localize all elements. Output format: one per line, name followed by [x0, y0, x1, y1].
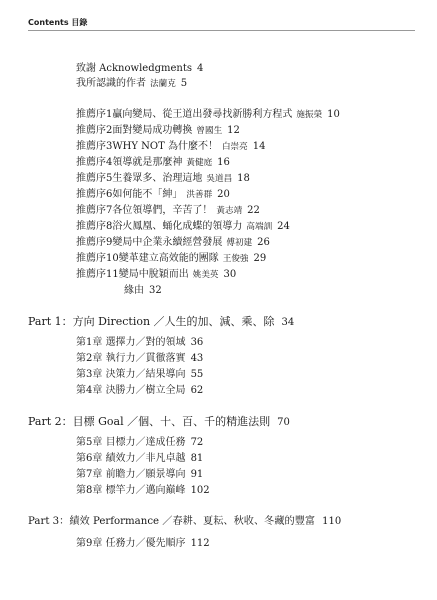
part-page: 110 — [322, 516, 342, 527]
entry-author: 黃健庭 — [186, 158, 213, 168]
entry-title: 各位領導們，辛苦了！ — [112, 205, 213, 216]
chapter-page: 55 — [190, 369, 204, 380]
chapter-label: 第3章 — [76, 369, 103, 380]
toc-entry-chapter[interactable] — [76, 369, 203, 381]
chapter-page: 43 — [190, 353, 204, 364]
entry-page: 16 — [217, 157, 230, 168]
entry-title: 生養眾多、治理這地 — [112, 173, 203, 184]
toc-entry-chapter[interactable] — [76, 453, 203, 465]
toc-entry-origin[interactable] — [124, 285, 162, 297]
entry-title: 致謝 Acknowledgments — [76, 63, 192, 74]
toc-entry-chapter[interactable] — [76, 437, 203, 449]
part-page: 70 — [277, 417, 290, 428]
entry-author: 洪善群 — [186, 190, 213, 200]
toc-entry-acknowledgments[interactable] — [76, 63, 203, 75]
chapter-title: 決勝力／樹立全局 — [105, 385, 186, 396]
entry-author: 曾國生 — [196, 126, 223, 136]
entry-page: 20 — [217, 189, 230, 200]
entry-label: 推薦序3 — [76, 141, 113, 152]
entry-title: 贏向變局、從王道出發尋找新勝利方程式 — [112, 109, 293, 120]
header-title: Contents 目錄 — [28, 18, 88, 27]
toc-entry-preface[interactable] — [76, 109, 340, 121]
entry-title: 如何能不「紳」 — [112, 189, 183, 200]
chapter-page: 72 — [190, 437, 204, 448]
toc-part-heading[interactable] — [28, 315, 294, 330]
entry-label: 推薦序5 — [76, 173, 113, 184]
chapter-title: 選擇力／對的領域 — [105, 337, 186, 348]
toc-entry-preface[interactable] — [76, 237, 270, 249]
chapter-label: 第8章 — [76, 485, 103, 496]
header-divider — [28, 30, 415, 31]
entry-author: 法蘭克 — [150, 79, 176, 89]
entry-author: 姚美英 — [192, 270, 219, 280]
toc-entry-chapter[interactable] — [76, 485, 210, 497]
part-page: 34 — [281, 317, 295, 328]
entry-page: 24 — [277, 221, 290, 232]
toc-entry-preface[interactable] — [76, 141, 265, 153]
toc-part-heading[interactable] — [28, 515, 341, 529]
chapter-label: 第5章 — [76, 437, 103, 448]
toc-entry-about-author[interactable] — [76, 78, 187, 90]
toc-entry-preface[interactable] — [76, 125, 240, 137]
entry-label: 推薦序2 — [76, 125, 113, 136]
part-title: Part 1：方向 Direction ／人生的加、減、乘、除 — [28, 315, 275, 328]
chapter-title: 任務力／優先順序 — [105, 538, 186, 549]
chapter-label: 第7章 — [76, 469, 103, 480]
entry-label: 推薦序8 — [76, 221, 113, 232]
entry-title: 變革建立高效能的團隊 — [118, 253, 219, 264]
entry-label: 推薦序9 — [76, 237, 113, 248]
entry-page: 5 — [180, 78, 188, 89]
toc-entry-chapter[interactable] — [76, 469, 203, 481]
page-header — [0, 0, 437, 28]
chapter-page: 62 — [190, 385, 204, 396]
chapter-title: 執行力／貫徹落實 — [105, 353, 186, 364]
chapter-label: 第6章 — [76, 453, 103, 464]
toc-entry-preface[interactable] — [76, 253, 266, 265]
toc-entry-preface[interactable] — [76, 269, 236, 281]
entry-page: 14 — [252, 141, 266, 152]
toc-entry-chapter[interactable] — [76, 337, 203, 349]
entry-label: 推薦序10 — [76, 253, 119, 264]
entry-page: 18 — [237, 173, 250, 184]
entry-label: 推薦序4 — [76, 157, 113, 168]
entry-author: 吳道昌 — [206, 174, 233, 184]
chapter-label: 第4章 — [76, 385, 103, 396]
entry-page: 30 — [223, 269, 237, 280]
entry-author: 王俊強 — [222, 254, 249, 264]
entry-label: 推薦序7 — [76, 205, 113, 216]
entry-author: 傅初建 — [226, 238, 253, 248]
toc-entry-preface[interactable] — [76, 221, 290, 233]
chapter-page: 36 — [190, 337, 204, 348]
chapter-page: 91 — [190, 469, 204, 480]
chapter-label: 第9章 — [76, 538, 103, 549]
toc-entry-chapter[interactable] — [76, 353, 203, 365]
toc-entry-preface[interactable] — [76, 189, 230, 201]
entry-title: 變局中脫穎而出 — [118, 269, 189, 280]
entry-label: 推薦序1 — [76, 109, 113, 120]
entry-label: 推薦序6 — [76, 189, 113, 200]
entry-page: 10 — [327, 109, 340, 120]
toc-entry-chapter[interactable] — [76, 385, 203, 397]
entry-page: 32 — [149, 285, 162, 296]
entry-title: 面對變局成功轉換 — [112, 125, 193, 136]
entry-title: 領導就是那麼神 — [112, 157, 183, 168]
entry-title: 浴火鳳凰、蛹化成蝶的領導力 — [112, 221, 243, 232]
chapter-title: 決策力／結果導向 — [105, 369, 186, 380]
toc-entry-preface[interactable] — [76, 205, 260, 217]
entry-label: 推薦序11 — [76, 269, 119, 280]
chapter-page: 102 — [190, 485, 210, 496]
entry-page: 26 — [257, 237, 270, 248]
toc-entry-preface[interactable] — [76, 157, 230, 169]
entry-page: 22 — [247, 205, 260, 216]
entry-title: WHY NOT 為什麼不！ — [112, 141, 218, 152]
entry-page: 12 — [227, 125, 240, 136]
entry-title: 我所認識的作者 — [76, 78, 146, 89]
chapter-label: 第2章 — [76, 353, 103, 364]
toc-entry-chapter[interactable] — [76, 538, 210, 550]
entry-page: 29 — [253, 253, 267, 264]
chapter-title: 績效力／非凡卓越 — [105, 453, 186, 464]
part-title: Part 2：目標 Goal ／個、十、百、千的精進法則 — [28, 415, 271, 428]
toc-entry-preface[interactable] — [76, 173, 250, 185]
chapter-title: 前瞻力／願景導向 — [105, 469, 186, 480]
entry-author: 黃志靖 — [216, 206, 243, 216]
entry-author: 施振榮 — [296, 110, 323, 120]
entry-page: 4 — [197, 63, 204, 74]
entry-author: 高端訓 — [246, 222, 273, 232]
part-title: Part 3：績效 Performance ／春耕、夏耘、秋收、冬藏的豐富 — [28, 516, 316, 527]
chapter-title: 標竿力／邁向巔峰 — [105, 485, 186, 496]
chapter-page: 81 — [190, 453, 204, 464]
chapter-title: 目標力／達成任務 — [105, 437, 186, 448]
entry-title: 緣由 — [124, 285, 144, 296]
entry-title: 變局中企業永續經營發展 — [112, 237, 223, 248]
chapter-label: 第1章 — [76, 337, 103, 348]
toc-part-heading[interactable] — [28, 415, 290, 430]
chapter-page: 112 — [190, 538, 210, 549]
entry-author: 白崇亮 — [221, 142, 248, 152]
